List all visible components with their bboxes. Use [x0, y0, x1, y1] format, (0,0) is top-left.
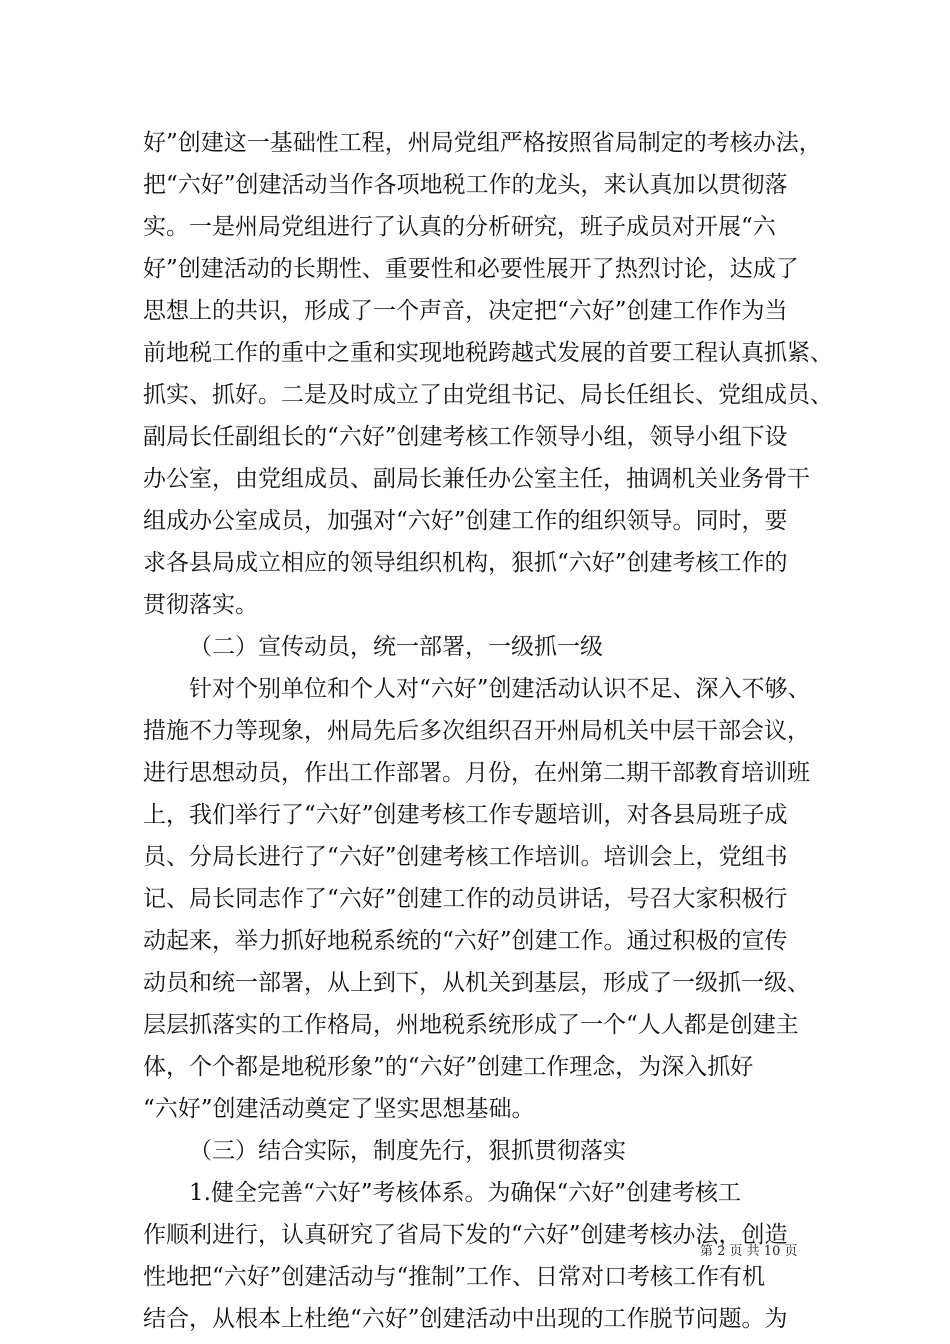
text-line: 记、局长同志作了“六好”创建工作的动员讲话，号召大家积极行 [143, 886, 788, 912]
text-line: 好”创建这一基础性工程，州局党组严格按照省局制定的考核办法， [143, 130, 822, 156]
text-line: 副局长任副组长的“六好”创建考核工作领导小组，领导小组下设 [143, 424, 788, 450]
text-line: 层层抓落实的工作格局，州地税系统形成了一个“人人都是创建主 [143, 1012, 799, 1038]
paragraph-first-line: 针对个别单位和个人对“六好”创建活动认识不足、深入不够、 [189, 676, 811, 702]
text-line: 进行思想动员，作出工作部署。月份，在州第二期干部教育培训班 [143, 760, 810, 786]
document-body [143, 122, 833, 1340]
text-line: 上，我们举行了“六好”创建考核工作专题培训，对各县局班子成 [143, 802, 788, 828]
text-line: “六好”创建活动奠定了坚实思想基础。 [143, 1096, 535, 1122]
text-line: 体，个个都是地税形象”的“六好”创建工作理念，为深入抓好 [143, 1054, 754, 1080]
text-line: 把“六好”创建活动当作各项地税工作的龙头，来认真加以贯彻落 [143, 172, 788, 198]
text-line: 措施不力等现象，州局先后多次组织召开州局机关中层干部会议， [143, 718, 810, 744]
text-line: 动起来，举力抓好地税系统的“六好”创建工作。通过积极的宣传 [143, 928, 788, 954]
text-line: 实。一是州局党组进行了认真的分析研究，班子成员对开展“六 [143, 214, 776, 240]
text-line: 办公室，由党组成员、副局长兼任办公室主任，抽调机关业务骨干 [143, 466, 810, 492]
text-line: 作顺利进行，认真研究了省局下发的“六好”创建考核办法，创造 [143, 1222, 788, 1248]
text-line: 思想上的共识，形成了一个声音，决定把“六好”创建工作作为当 [143, 298, 788, 324]
text-line: 求各县局成立相应的领导组织机构，狠抓“六好”创建考核工作的 [143, 550, 788, 576]
text-line: 组成办公室成员，加强对“六好”创建工作的组织领导。同时，要 [143, 508, 788, 534]
paragraph-first-line: 1.健全完善“六好”考核体系。为确保“六好”创建考核工 [189, 1180, 741, 1206]
text-line: 结合，从根本上杜绝“六好”创建活动中出现的工作脱节问题。为 [143, 1306, 788, 1332]
page-number-footer: 第 2 页 共 10 页 [700, 1244, 798, 1259]
section-heading: （三）结合实际，制度先行，狠抓贯彻落实 [189, 1138, 626, 1164]
text-line: 好”创建活动的长期性、重要性和必要性展开了热烈讨论，达成了 [143, 256, 799, 282]
text-line: 贯彻落实。 [143, 592, 258, 618]
text-line: 前地税工作的重中之重和实现地税跨越式发展的首要工程认真抓紧、 [143, 340, 833, 366]
text-line: 性地把“六好”创建活动与“推制”工作、日常对口考核工作有机 [143, 1264, 766, 1290]
text-line: 抓实、抓好。二是及时成立了由党组书记、局长任组长、党组成员、 [143, 382, 833, 408]
text-line: 动员和统一部署，从上到下，从机关到基层，形成了一级抓一级、 [143, 970, 810, 996]
text-line: 员、分局长进行了“六好”创建考核工作培训。培训会上，党组书 [143, 844, 788, 870]
section-heading: （二）宣传动员，统一部署，一级抓一级 [189, 634, 603, 660]
